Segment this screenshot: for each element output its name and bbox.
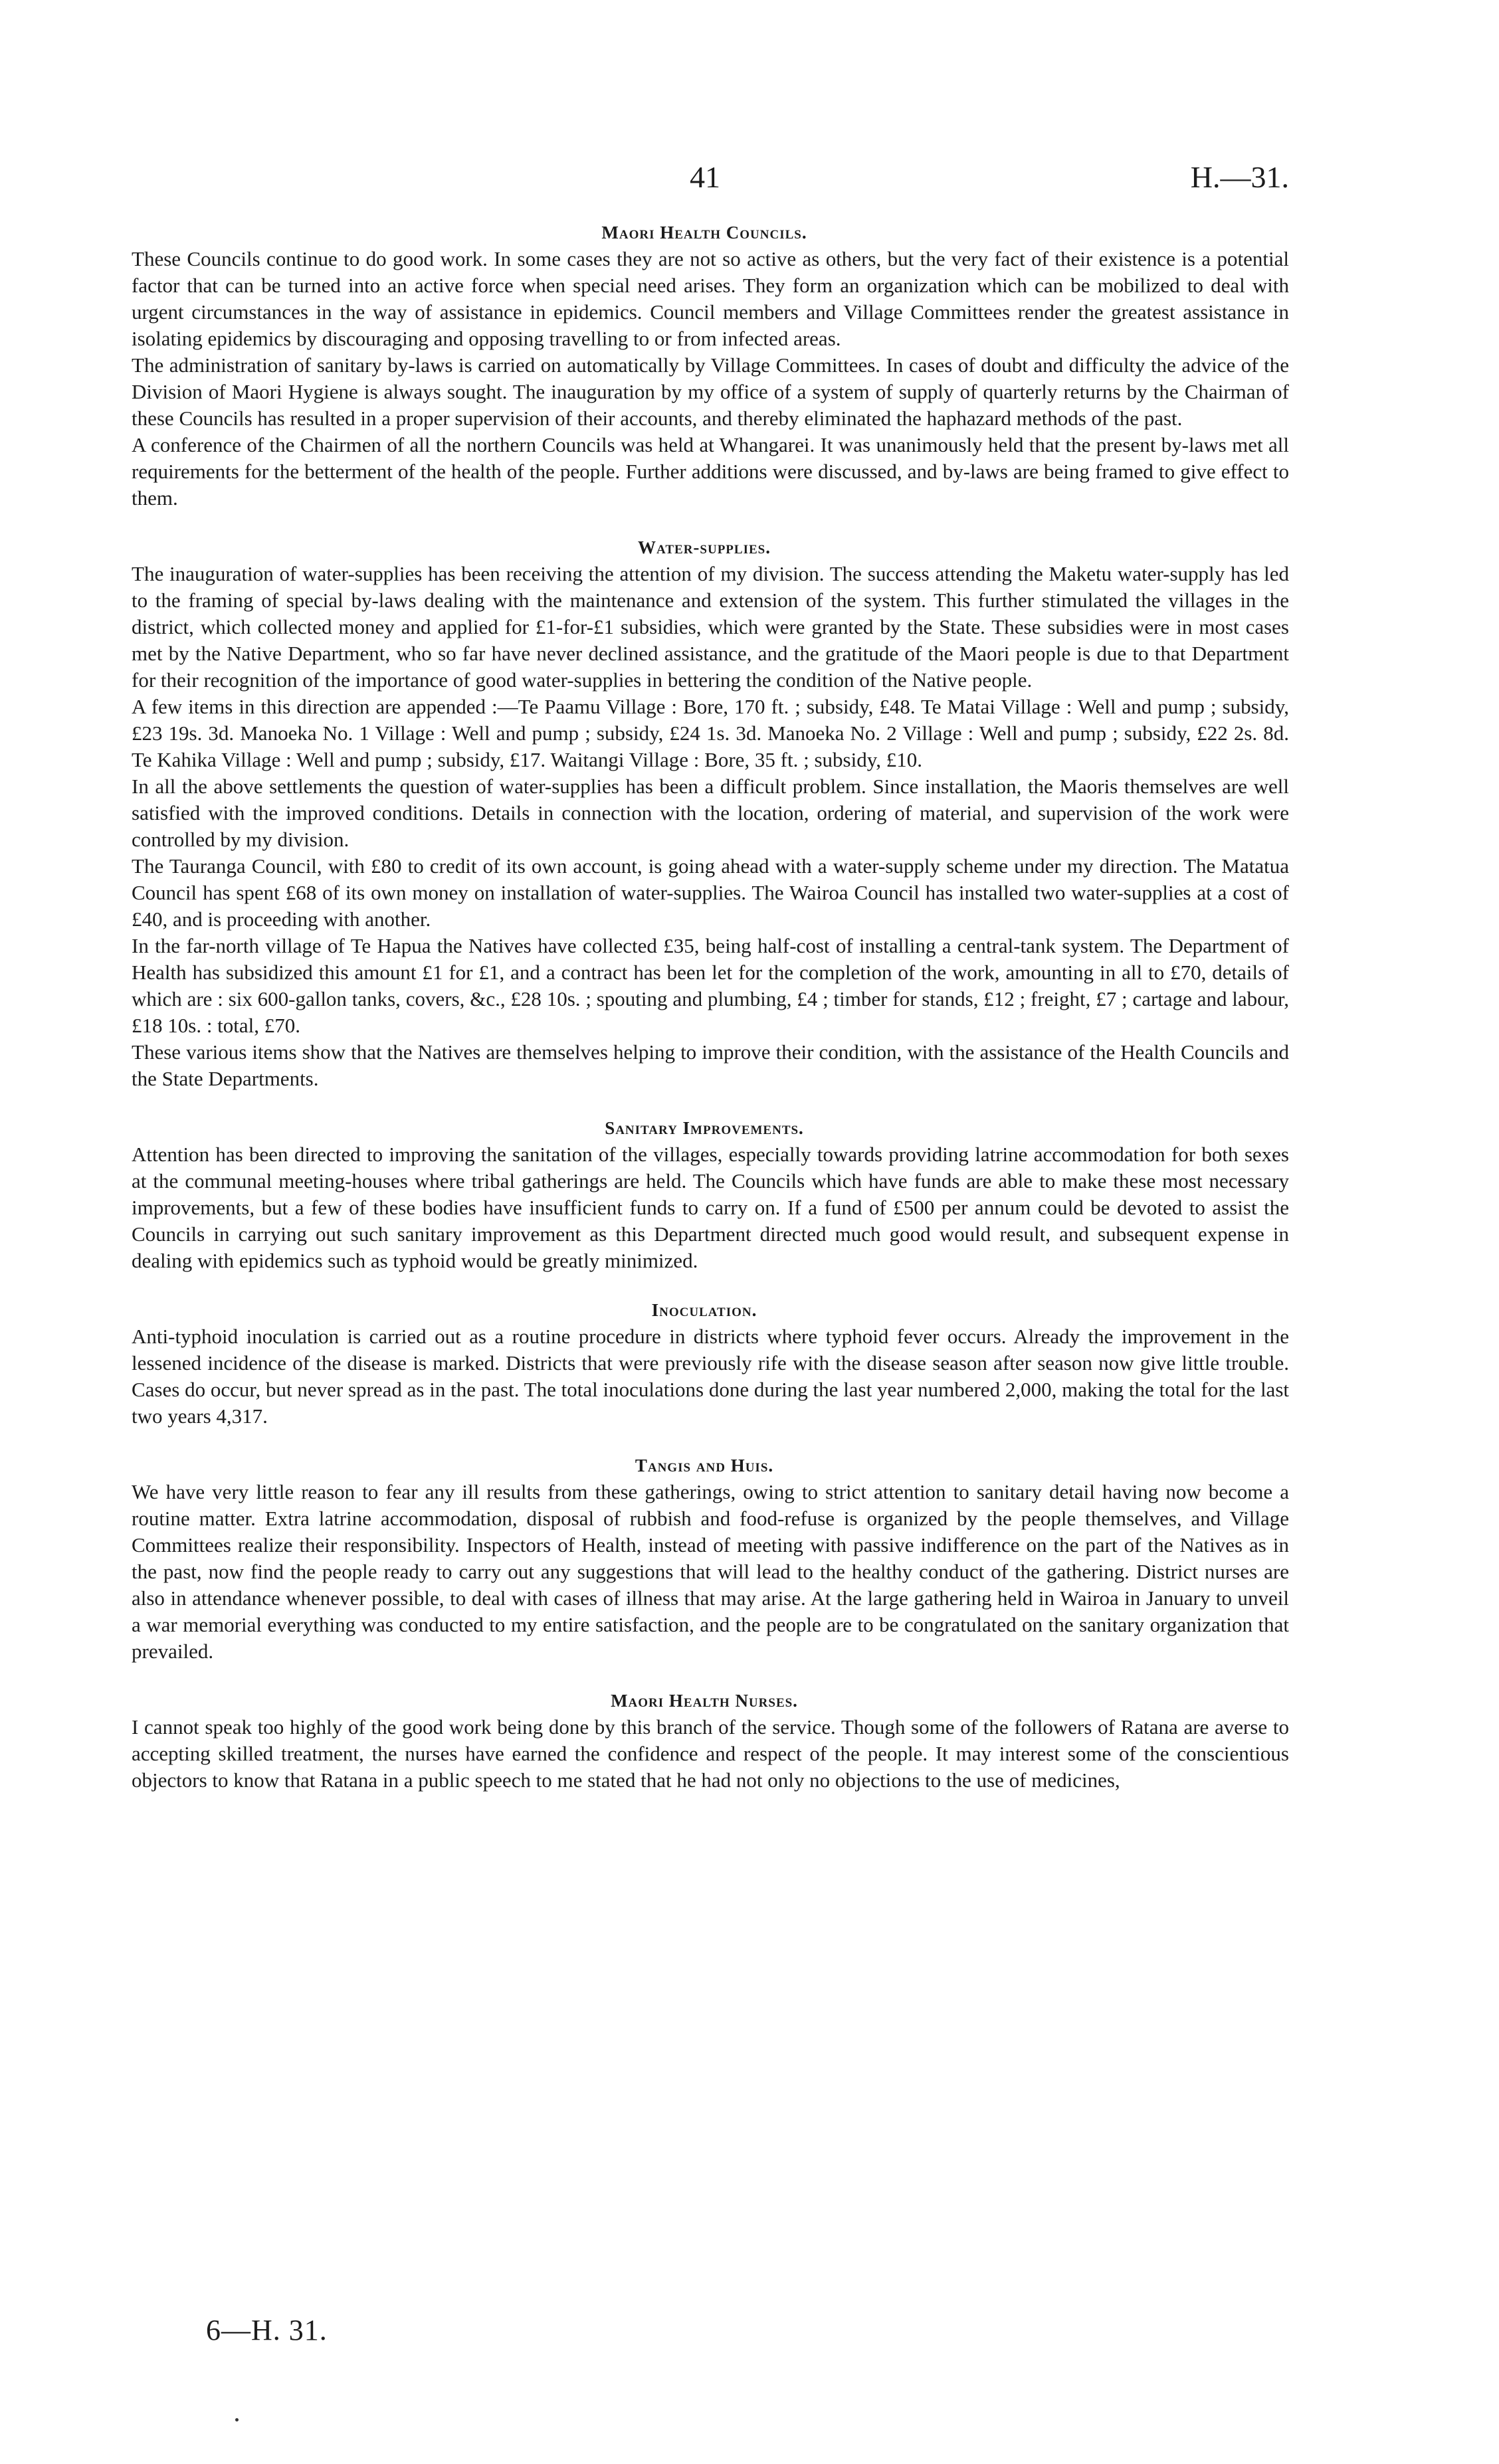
section-inoculation — [120, 1297, 1289, 1430]
section-maori-health-councils — [120, 219, 1289, 512]
section-heading: Sanitary Improvements. — [605, 1118, 804, 1138]
document-reference: H.—31. — [1190, 160, 1289, 194]
paragraph: Attention has been directed to improving the sanitation of the villages, especially towards providing latrine accommodation for both sexes at the communal meeting-houses where tribal gatherings are held. The Councils which have funds are able to make these most necessary improvements, but a few of these bodies have insufficient funds to carry on. If a fund of £500 per annum could be devoted to assist the Councils in carrying out such sanitary improvement as this Department directed much good would result, and subsequent expense in dealing with epidemics such as typhoid would be greatly minimized. — [132, 1143, 1289, 1272]
section-sanitary-improvements — [120, 1115, 1289, 1274]
section-heading: Tangis and Huis. — [635, 1456, 774, 1475]
signature-mark: 6—H. 31. — [206, 2314, 328, 2346]
paragraph: The Tauranga Council, with £80 to credit of its own account, is going ahead with a water-supply scheme under my direction. The Matatua Council has spent £68 of its own money on installation of water-supplies. The Wairoa Council has installed two water-supplies at a cost of £40, and is proceeding with another. — [132, 854, 1289, 931]
paragraph: A few items in this direction are appended :—Te Paamu Village : Bore, 170 ft. ; subsidy, £48. Te Matai Village : Well and pump ; subsidy, £23 19s. 3d. Manoeka No. 1 Village : Well and pump ; subsidy, £24 1s. 3d. Manoeka No. 2 Village : Well and pump ; subsidy, £22 2s. 8d. Te Kahika Village : Well and pump ; subsidy, £17. Waitangi Village : Bore, 35 ft. ; subsidy, £10. — [132, 695, 1289, 771]
paragraph: A conference of the Chairmen of all the northern Councils was held at Whangarei. It was unanimously held that the present by-laws met all requirements for the betterment of the health of the people. Further additions were discussed, and by-laws are being framed to give effect to them. — [132, 433, 1289, 510]
paragraph: I cannot speak too highly of the good work being done by this branch of the service. Though some of the followers of Ratana are averse to accepting skilled treatment, the nurses have earned the confidence and respect of the people. It may interest some of the conscientious objectors to know that Ratana in a public speech to me stated that he had not only no objections to the use of medicines, — [132, 1715, 1289, 1792]
section-heading: Maori Health Councils. — [601, 223, 807, 242]
paragraph: We have very little reason to fear any ill results from these gatherings, owing to strict attention to sanitary detail having now become a routine matter. Extra latrine accommodation, disposal of rubbish and food-refuse is organized by the people themselves, and Village Committees realize their responsibility. Inspectors of Health, instead of meeting with passive indifference on the part of the Natives as in the past, now find the people ready to carry out any suggestions that will lead to the healthy conduct of the gathering. District nurses are also in attendance whenever possible, to deal with cases of illness that may arise. At the large gathering held in Wairoa in January to unveil a war memorial everything was conducted to my entire satisfaction, and the people are to be congratulated on the sanitary organization that prevailed. — [132, 1480, 1289, 1663]
ink-dot — [235, 2418, 239, 2421]
section-heading: Inoculation. — [651, 1300, 757, 1320]
page-number: 41 — [690, 160, 720, 194]
paragraph: In all the above settlements the question of water-supplies has been a difficult problem. Since installation, the Maoris themselves are well satisfied with the improved conditions. Details in connection with the location, ordering of material, and supervision of the work were controlled by my division. — [132, 775, 1289, 851]
section-maori-health-nurses — [120, 1687, 1289, 1794]
paragraph: These Councils continue to do good work. In some cases they are not so active as others, but the very fact of their existence is a potential factor that can be turned into an active force when special need arises. They form an organization which can be mobilized to deal with urgent circumstances in the way of assistance in epidemics. Council members and Village Committees render the greatest assistance in isolating epidemics by discouraging and opposing travelling to or from infected areas. — [132, 247, 1289, 350]
paragraph: The inauguration of water-supplies has been receiving the attention of my division. The success attending the Maketu water-supply has led to the framing of special by-laws dealing with the maintenance and extension of the system. This further stimulated the villages in the district, which collected money and applied for £1-for-£1 subsidies, which were granted by the State. These subsidies were in most cases met by the Native Department, who so far have never declined assistance, and the gratitude of the Maori people is due to that Department for their recognition of the importance of good water-supplies in bettering the condition of the Native people. — [132, 562, 1289, 692]
section-tangis-and-huis — [120, 1452, 1289, 1665]
document-page — [120, 159, 1289, 1816]
page-header — [120, 159, 1289, 219]
paragraph: In the far-north village of Te Hapua the Natives have collected £35, being half-cost of installing a central-tank system. The Department of Health has subsidized this amount £1 for £1, and a contract has been let for the completion of the work, amounting in all to £70, details of which are : six 600-gallon tanks, covers, &c., £28 10s. ; spouting and plumbing, £4 ; timber for stands, £12 ; freight, £7 ; cartage and labour, £18 10s. : total, £70. — [132, 934, 1289, 1037]
section-heading: Maori Health Nurses. — [611, 1691, 798, 1711]
paragraph: The administration of sanitary by-laws is carried on automatically by Village Committees. In cases of doubt and difficulty the advice of the Division of Maori Hygiene is always sought. The inauguration by my office of a system of supply of quarterly returns by the Chairman of these Councils has resulted in a proper supervision of their accounts, and thereby eliminated the haphazard methods of the past. — [132, 353, 1289, 430]
section-water-supplies — [120, 534, 1289, 1092]
paragraph: Anti-typhoid inoculation is carried out as a routine procedure in districts where typhoid fever occurs. Already the improvement in the lessened incidence of the disease is marked. Districts that were previously rife with the disease season after season now give little trouble. Cases do occur, but never spread as in the past. The total inoculations done during the last year numbered 2,000, making the total for the last two years 4,317. — [132, 1325, 1289, 1428]
section-heading: Water-supplies. — [638, 537, 771, 557]
paragraph: These various items show that the Natives are themselves helping to improve their condition, with the assistance of the Health Councils and the State Departments. — [132, 1040, 1289, 1090]
